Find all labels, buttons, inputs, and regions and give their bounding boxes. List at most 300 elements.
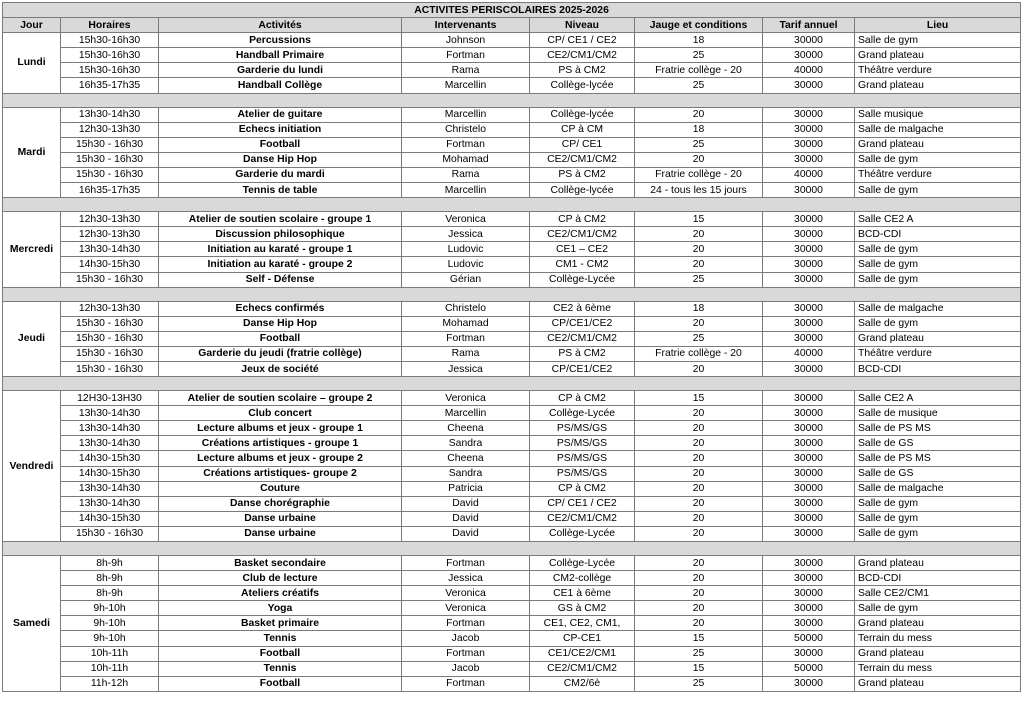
location-cell: Théâtre verdure <box>855 63 1021 78</box>
table-row <box>3 122 1021 137</box>
instructor-cell: Cheena <box>402 421 530 436</box>
location-cell: Terrain du mess <box>855 661 1021 676</box>
activity-cell: Echecs initiation <box>159 122 402 137</box>
day-separator-row <box>3 198 1021 212</box>
activity-cell: Danse urbaine <box>159 526 402 541</box>
fee-cell: 30000 <box>763 391 855 406</box>
table-row <box>3 646 1021 661</box>
location-cell: BCD-CDI <box>855 361 1021 376</box>
location-cell: Grand plateau <box>855 137 1021 152</box>
fee-cell: 30000 <box>763 257 855 272</box>
activity-cell: Garderie du mardi <box>159 167 402 182</box>
fee-cell: 30000 <box>763 436 855 451</box>
table-body <box>3 33 1021 692</box>
location-cell: Grand plateau <box>855 331 1021 346</box>
activity-cell: Initiation au karaté - groupe 1 <box>159 242 402 257</box>
table-row <box>3 616 1021 631</box>
location-cell: Salle de gym <box>855 526 1021 541</box>
level-cell: PS/MS/GS <box>530 421 635 436</box>
activity-cell: Atelier de guitare <box>159 107 402 122</box>
table-row <box>3 301 1021 316</box>
time-cell: 12h30-13h30 <box>61 227 159 242</box>
time-cell: 8h-9h <box>61 571 159 586</box>
activity-cell: Atelier de soutien scolaire – groupe 2 <box>159 391 402 406</box>
time-cell: 8h-9h <box>61 556 159 571</box>
capacity-cell: 24 - tous les 15 jours <box>635 183 763 198</box>
table-row <box>3 152 1021 167</box>
time-cell: 15h30 - 16h30 <box>61 526 159 541</box>
table-row <box>3 316 1021 331</box>
location-cell: Grand plateau <box>855 646 1021 661</box>
header-row <box>3 18 1021 33</box>
day-cell: Vendredi <box>3 391 61 542</box>
activity-cell: Lecture albums et jeux - groupe 1 <box>159 421 402 436</box>
fee-cell: 30000 <box>763 601 855 616</box>
capacity-cell: 20 <box>635 361 763 376</box>
activity-cell: Danse Hip Hop <box>159 316 402 331</box>
location-cell: Grand plateau <box>855 48 1021 63</box>
capacity-cell: 25 <box>635 137 763 152</box>
fee-cell: 40000 <box>763 167 855 182</box>
instructor-cell: Veronica <box>402 391 530 406</box>
activity-cell: Handball Primaire <box>159 48 402 63</box>
capacity-cell: 20 <box>635 466 763 481</box>
activity-cell: Tennis de table <box>159 183 402 198</box>
time-cell: 14h30-15h30 <box>61 511 159 526</box>
location-cell: Salle de gym <box>855 152 1021 167</box>
capacity-cell: 18 <box>635 33 763 48</box>
time-cell: 14h30-15h30 <box>61 257 159 272</box>
header-activites: Activités <box>159 18 402 33</box>
time-cell: 15h30-16h30 <box>61 63 159 78</box>
level-cell: CM2/6è <box>530 676 635 691</box>
instructor-cell: Gérian <box>402 272 530 287</box>
table-row <box>3 183 1021 198</box>
level-cell: CM1 - CM2 <box>530 257 635 272</box>
location-cell: Salle de gym <box>855 511 1021 526</box>
location-cell: Théâtre verdure <box>855 167 1021 182</box>
level-cell: CE1 – CE2 <box>530 242 635 257</box>
fee-cell: 30000 <box>763 316 855 331</box>
level-cell: CP à CM2 <box>530 481 635 496</box>
fee-cell: 30000 <box>763 183 855 198</box>
table-row <box>3 212 1021 227</box>
capacity-cell: 15 <box>635 212 763 227</box>
activities-sheet <box>2 2 1020 692</box>
activity-cell: Football <box>159 137 402 152</box>
separator-cell <box>3 287 1021 301</box>
time-cell: 12h30-13h30 <box>61 212 159 227</box>
capacity-cell: 20 <box>635 107 763 122</box>
capacity-cell: 20 <box>635 586 763 601</box>
instructor-cell: Fortman <box>402 137 530 152</box>
instructor-cell: Mohamad <box>402 152 530 167</box>
capacity-cell: 20 <box>635 571 763 586</box>
activity-cell: Créations artistiques - groupe 1 <box>159 436 402 451</box>
capacity-cell: 20 <box>635 152 763 167</box>
time-cell: 12h30-13h30 <box>61 301 159 316</box>
table-row <box>3 48 1021 63</box>
time-cell: 15h30 - 16h30 <box>61 346 159 361</box>
day-separator-row <box>3 93 1021 107</box>
day-cell: Samedi <box>3 556 61 692</box>
capacity-cell: 15 <box>635 661 763 676</box>
fee-cell: 30000 <box>763 466 855 481</box>
time-cell: 14h30-15h30 <box>61 451 159 466</box>
level-cell: CP à CM <box>530 122 635 137</box>
time-cell: 11h-12h <box>61 676 159 691</box>
location-cell: Salle de gym <box>855 272 1021 287</box>
day-cell: Jeudi <box>3 301 61 376</box>
activity-cell: Danse Hip Hop <box>159 152 402 167</box>
table-row <box>3 361 1021 376</box>
instructor-cell: Fortman <box>402 616 530 631</box>
fee-cell: 30000 <box>763 616 855 631</box>
activity-cell: Ateliers créatifs <box>159 586 402 601</box>
table-row <box>3 631 1021 646</box>
capacity-cell: 25 <box>635 78 763 93</box>
table-row <box>3 137 1021 152</box>
table-row <box>3 406 1021 421</box>
activity-cell: Self - Défense <box>159 272 402 287</box>
capacity-cell: 20 <box>635 257 763 272</box>
instructor-cell: Jessica <box>402 361 530 376</box>
fee-cell: 30000 <box>763 301 855 316</box>
capacity-cell: 15 <box>635 631 763 646</box>
activity-cell: Couture <box>159 481 402 496</box>
location-cell: Salle de malgache <box>855 481 1021 496</box>
separator-cell <box>3 198 1021 212</box>
location-cell: BCD-CDI <box>855 571 1021 586</box>
level-cell: CP à CM2 <box>530 391 635 406</box>
level-cell: PS à CM2 <box>530 167 635 182</box>
fee-cell: 30000 <box>763 526 855 541</box>
activity-cell: Football <box>159 331 402 346</box>
time-cell: 10h-11h <box>61 646 159 661</box>
fee-cell: 40000 <box>763 346 855 361</box>
time-cell: 15h30 - 16h30 <box>61 316 159 331</box>
header-lieu: Lieu <box>855 18 1021 33</box>
capacity-cell: 20 <box>635 616 763 631</box>
activity-cell: Yoga <box>159 601 402 616</box>
time-cell: 13h30-14h30 <box>61 496 159 511</box>
table-row <box>3 601 1021 616</box>
location-cell: Salle CE2 A <box>855 212 1021 227</box>
time-cell: 13h30-14h30 <box>61 242 159 257</box>
table-row <box>3 556 1021 571</box>
level-cell: Collège-Lycée <box>530 406 635 421</box>
fee-cell: 30000 <box>763 33 855 48</box>
level-cell: CE2/CM1/CM2 <box>530 511 635 526</box>
level-cell: CE2/CM1/CM2 <box>530 331 635 346</box>
level-cell: CP-CE1 <box>530 631 635 646</box>
table-row <box>3 391 1021 406</box>
time-cell: 15h30 - 16h30 <box>61 361 159 376</box>
day-separator-row <box>3 287 1021 301</box>
fee-cell: 30000 <box>763 451 855 466</box>
fee-cell: 30000 <box>763 586 855 601</box>
time-cell: 13h30-14h30 <box>61 481 159 496</box>
location-cell: Salle de gym <box>855 33 1021 48</box>
level-cell: Collège-lycée <box>530 183 635 198</box>
capacity-cell: 20 <box>635 451 763 466</box>
activity-cell: Créations artistiques- groupe 2 <box>159 466 402 481</box>
capacity-cell: 20 <box>635 496 763 511</box>
fee-cell: 30000 <box>763 676 855 691</box>
fee-cell: 30000 <box>763 107 855 122</box>
instructor-cell: Mohamad <box>402 316 530 331</box>
level-cell: PS/MS/GS <box>530 436 635 451</box>
capacity-cell: 18 <box>635 122 763 137</box>
time-cell: 15h30 - 16h30 <box>61 272 159 287</box>
location-cell: Salle de gym <box>855 257 1021 272</box>
location-cell: Salle de malgache <box>855 301 1021 316</box>
fee-cell: 30000 <box>763 48 855 63</box>
header-tarif: Tarif annuel <box>763 18 855 33</box>
level-cell: Collège-lycée <box>530 78 635 93</box>
instructor-cell: Fortman <box>402 556 530 571</box>
location-cell: Salle de PS MS <box>855 421 1021 436</box>
capacity-cell: 25 <box>635 676 763 691</box>
level-cell: CM2-collège <box>530 571 635 586</box>
instructor-cell: Rama <box>402 63 530 78</box>
instructor-cell: Johnson <box>402 33 530 48</box>
capacity-cell: 20 <box>635 242 763 257</box>
table-row <box>3 107 1021 122</box>
capacity-cell: 25 <box>635 48 763 63</box>
fee-cell: 30000 <box>763 227 855 242</box>
table-row <box>3 331 1021 346</box>
instructor-cell: Veronica <box>402 601 530 616</box>
location-cell: Grand plateau <box>855 556 1021 571</box>
fee-cell: 30000 <box>763 481 855 496</box>
location-cell: Théâtre verdure <box>855 346 1021 361</box>
day-separator-row <box>3 377 1021 391</box>
instructor-cell: Fortman <box>402 331 530 346</box>
activity-cell: Football <box>159 676 402 691</box>
level-cell: PS à CM2 <box>530 346 635 361</box>
table-row <box>3 571 1021 586</box>
instructor-cell: Ludovic <box>402 257 530 272</box>
time-cell: 15h30-16h30 <box>61 33 159 48</box>
fee-cell: 50000 <box>763 661 855 676</box>
instructor-cell: Fortman <box>402 646 530 661</box>
time-cell: 12H30-13H30 <box>61 391 159 406</box>
level-cell: CE2/CM1/CM2 <box>530 48 635 63</box>
instructor-cell: Jessica <box>402 571 530 586</box>
time-cell: 13h30-14h30 <box>61 421 159 436</box>
location-cell: Salle de gym <box>855 496 1021 511</box>
activity-cell: Garderie du lundi <box>159 63 402 78</box>
instructor-cell: David <box>402 526 530 541</box>
instructor-cell: Jacob <box>402 631 530 646</box>
instructor-cell: Jessica <box>402 227 530 242</box>
separator-cell <box>3 377 1021 391</box>
header-niveau: Niveau <box>530 18 635 33</box>
capacity-cell: Fratrie collège - 20 <box>635 346 763 361</box>
instructor-cell: Ludovic <box>402 242 530 257</box>
level-cell: CE2/CM1/CM2 <box>530 227 635 242</box>
table-row <box>3 257 1021 272</box>
fee-cell: 30000 <box>763 511 855 526</box>
fee-cell: 30000 <box>763 152 855 167</box>
instructor-cell: Marcellin <box>402 78 530 93</box>
table-row <box>3 466 1021 481</box>
capacity-cell: 18 <box>635 301 763 316</box>
fee-cell: 30000 <box>763 331 855 346</box>
fee-cell: 30000 <box>763 361 855 376</box>
capacity-cell: 20 <box>635 421 763 436</box>
activity-cell: Atelier de soutien scolaire - groupe 1 <box>159 212 402 227</box>
time-cell: 15h30 - 16h30 <box>61 152 159 167</box>
time-cell: 9h-10h <box>61 616 159 631</box>
header-jauge: Jauge et conditions <box>635 18 763 33</box>
instructor-cell: Fortman <box>402 676 530 691</box>
table-row <box>3 78 1021 93</box>
location-cell: Salle de malgache <box>855 122 1021 137</box>
activity-cell: Tennis <box>159 631 402 646</box>
capacity-cell: 25 <box>635 331 763 346</box>
instructor-cell: David <box>402 496 530 511</box>
table-row <box>3 496 1021 511</box>
capacity-cell: Fratrie collège - 20 <box>635 63 763 78</box>
capacity-cell: 20 <box>635 436 763 451</box>
fee-cell: 30000 <box>763 556 855 571</box>
time-cell: 13h30-14h30 <box>61 107 159 122</box>
title-row <box>3 3 1021 18</box>
capacity-cell: 20 <box>635 316 763 331</box>
instructor-cell: Marcellin <box>402 107 530 122</box>
location-cell: Salle musique <box>855 107 1021 122</box>
capacity-cell: 25 <box>635 646 763 661</box>
activity-cell: Jeux de société <box>159 361 402 376</box>
table-row <box>3 33 1021 48</box>
activity-cell: Lecture albums et jeux - groupe 2 <box>159 451 402 466</box>
capacity-cell: Fratrie collège - 20 <box>635 167 763 182</box>
level-cell: PS/MS/GS <box>530 451 635 466</box>
location-cell: BCD-CDI <box>855 227 1021 242</box>
location-cell: Salle de musique <box>855 406 1021 421</box>
activities-table <box>2 2 1021 692</box>
time-cell: 16h35-17h35 <box>61 78 159 93</box>
level-cell: PS à CM2 <box>530 63 635 78</box>
activity-cell: Club de lecture <box>159 571 402 586</box>
instructor-cell: David <box>402 511 530 526</box>
table-row <box>3 676 1021 691</box>
location-cell: Salle de GS <box>855 436 1021 451</box>
fee-cell: 30000 <box>763 571 855 586</box>
instructor-cell: Sandra <box>402 466 530 481</box>
fee-cell: 30000 <box>763 406 855 421</box>
level-cell: Collège-lycée <box>530 107 635 122</box>
table-row <box>3 421 1021 436</box>
level-cell: CE2/CM1/CM2 <box>530 152 635 167</box>
table-row <box>3 451 1021 466</box>
capacity-cell: 20 <box>635 511 763 526</box>
capacity-cell: 20 <box>635 481 763 496</box>
level-cell: CP/CE1/CE2 <box>530 316 635 331</box>
capacity-cell: 20 <box>635 601 763 616</box>
table-row <box>3 346 1021 361</box>
table-row <box>3 167 1021 182</box>
capacity-cell: 25 <box>635 272 763 287</box>
time-cell: 14h30-15h30 <box>61 466 159 481</box>
level-cell: GS à CM2 <box>530 601 635 616</box>
table-row <box>3 63 1021 78</box>
instructor-cell: Rama <box>402 346 530 361</box>
level-cell: Collège-Lycée <box>530 556 635 571</box>
table-row <box>3 272 1021 287</box>
table-row <box>3 481 1021 496</box>
header-jour: Jour <box>3 18 61 33</box>
level-cell: CP/CE1/CE2 <box>530 361 635 376</box>
capacity-cell: 20 <box>635 556 763 571</box>
level-cell: CP à CM2 <box>530 212 635 227</box>
fee-cell: 30000 <box>763 137 855 152</box>
activity-cell: Initiation au karaté - groupe 2 <box>159 257 402 272</box>
level-cell: CE1, CE2, CM1, <box>530 616 635 631</box>
activity-cell: Club concert <box>159 406 402 421</box>
level-cell: PS/MS/GS <box>530 466 635 481</box>
location-cell: Salle CE2 A <box>855 391 1021 406</box>
time-cell: 15h30 - 16h30 <box>61 137 159 152</box>
time-cell: 15h30 - 16h30 <box>61 331 159 346</box>
activity-cell: Danse urbaine <box>159 511 402 526</box>
activity-cell: Danse chorégraphie <box>159 496 402 511</box>
instructor-cell: Jacob <box>402 661 530 676</box>
day-separator-row <box>3 542 1021 556</box>
time-cell: 9h-10h <box>61 601 159 616</box>
table-title: ACTIVITES PERISCOLAIRES 2025-2026 <box>3 3 1021 18</box>
level-cell: CE2/CM1/CM2 <box>530 661 635 676</box>
level-cell: CP/ CE1 / CE2 <box>530 33 635 48</box>
day-cell: Mardi <box>3 107 61 198</box>
activity-cell: Garderie du jeudi (fratrie collège) <box>159 346 402 361</box>
location-cell: Salle de PS MS <box>855 451 1021 466</box>
location-cell: Salle CE2/CM1 <box>855 586 1021 601</box>
activity-cell: Percussions <box>159 33 402 48</box>
table-row <box>3 511 1021 526</box>
table-row <box>3 436 1021 451</box>
capacity-cell: 20 <box>635 227 763 242</box>
location-cell: Salle de GS <box>855 466 1021 481</box>
instructor-cell: Veronica <box>402 586 530 601</box>
header-intervenants: Intervenants <box>402 18 530 33</box>
fee-cell: 30000 <box>763 272 855 287</box>
time-cell: 13h30-14h30 <box>61 406 159 421</box>
activity-cell: Discussion philosophique <box>159 227 402 242</box>
time-cell: 8h-9h <box>61 586 159 601</box>
time-cell: 9h-10h <box>61 631 159 646</box>
table-row <box>3 661 1021 676</box>
instructor-cell: Marcellin <box>402 406 530 421</box>
fee-cell: 30000 <box>763 78 855 93</box>
instructor-cell: Rama <box>402 167 530 182</box>
fee-cell: 40000 <box>763 63 855 78</box>
table-row <box>3 586 1021 601</box>
instructor-cell: Marcellin <box>402 183 530 198</box>
activity-cell: Basket primaire <box>159 616 402 631</box>
day-cell: Lundi <box>3 33 61 93</box>
instructor-cell: Fortman <box>402 48 530 63</box>
level-cell: CP/ CE1 / CE2 <box>530 496 635 511</box>
instructor-cell: Patricia <box>402 481 530 496</box>
time-cell: 12h30-13h30 <box>61 122 159 137</box>
instructor-cell: Christelo <box>402 122 530 137</box>
location-cell: Terrain du mess <box>855 631 1021 646</box>
fee-cell: 50000 <box>763 631 855 646</box>
fee-cell: 30000 <box>763 496 855 511</box>
